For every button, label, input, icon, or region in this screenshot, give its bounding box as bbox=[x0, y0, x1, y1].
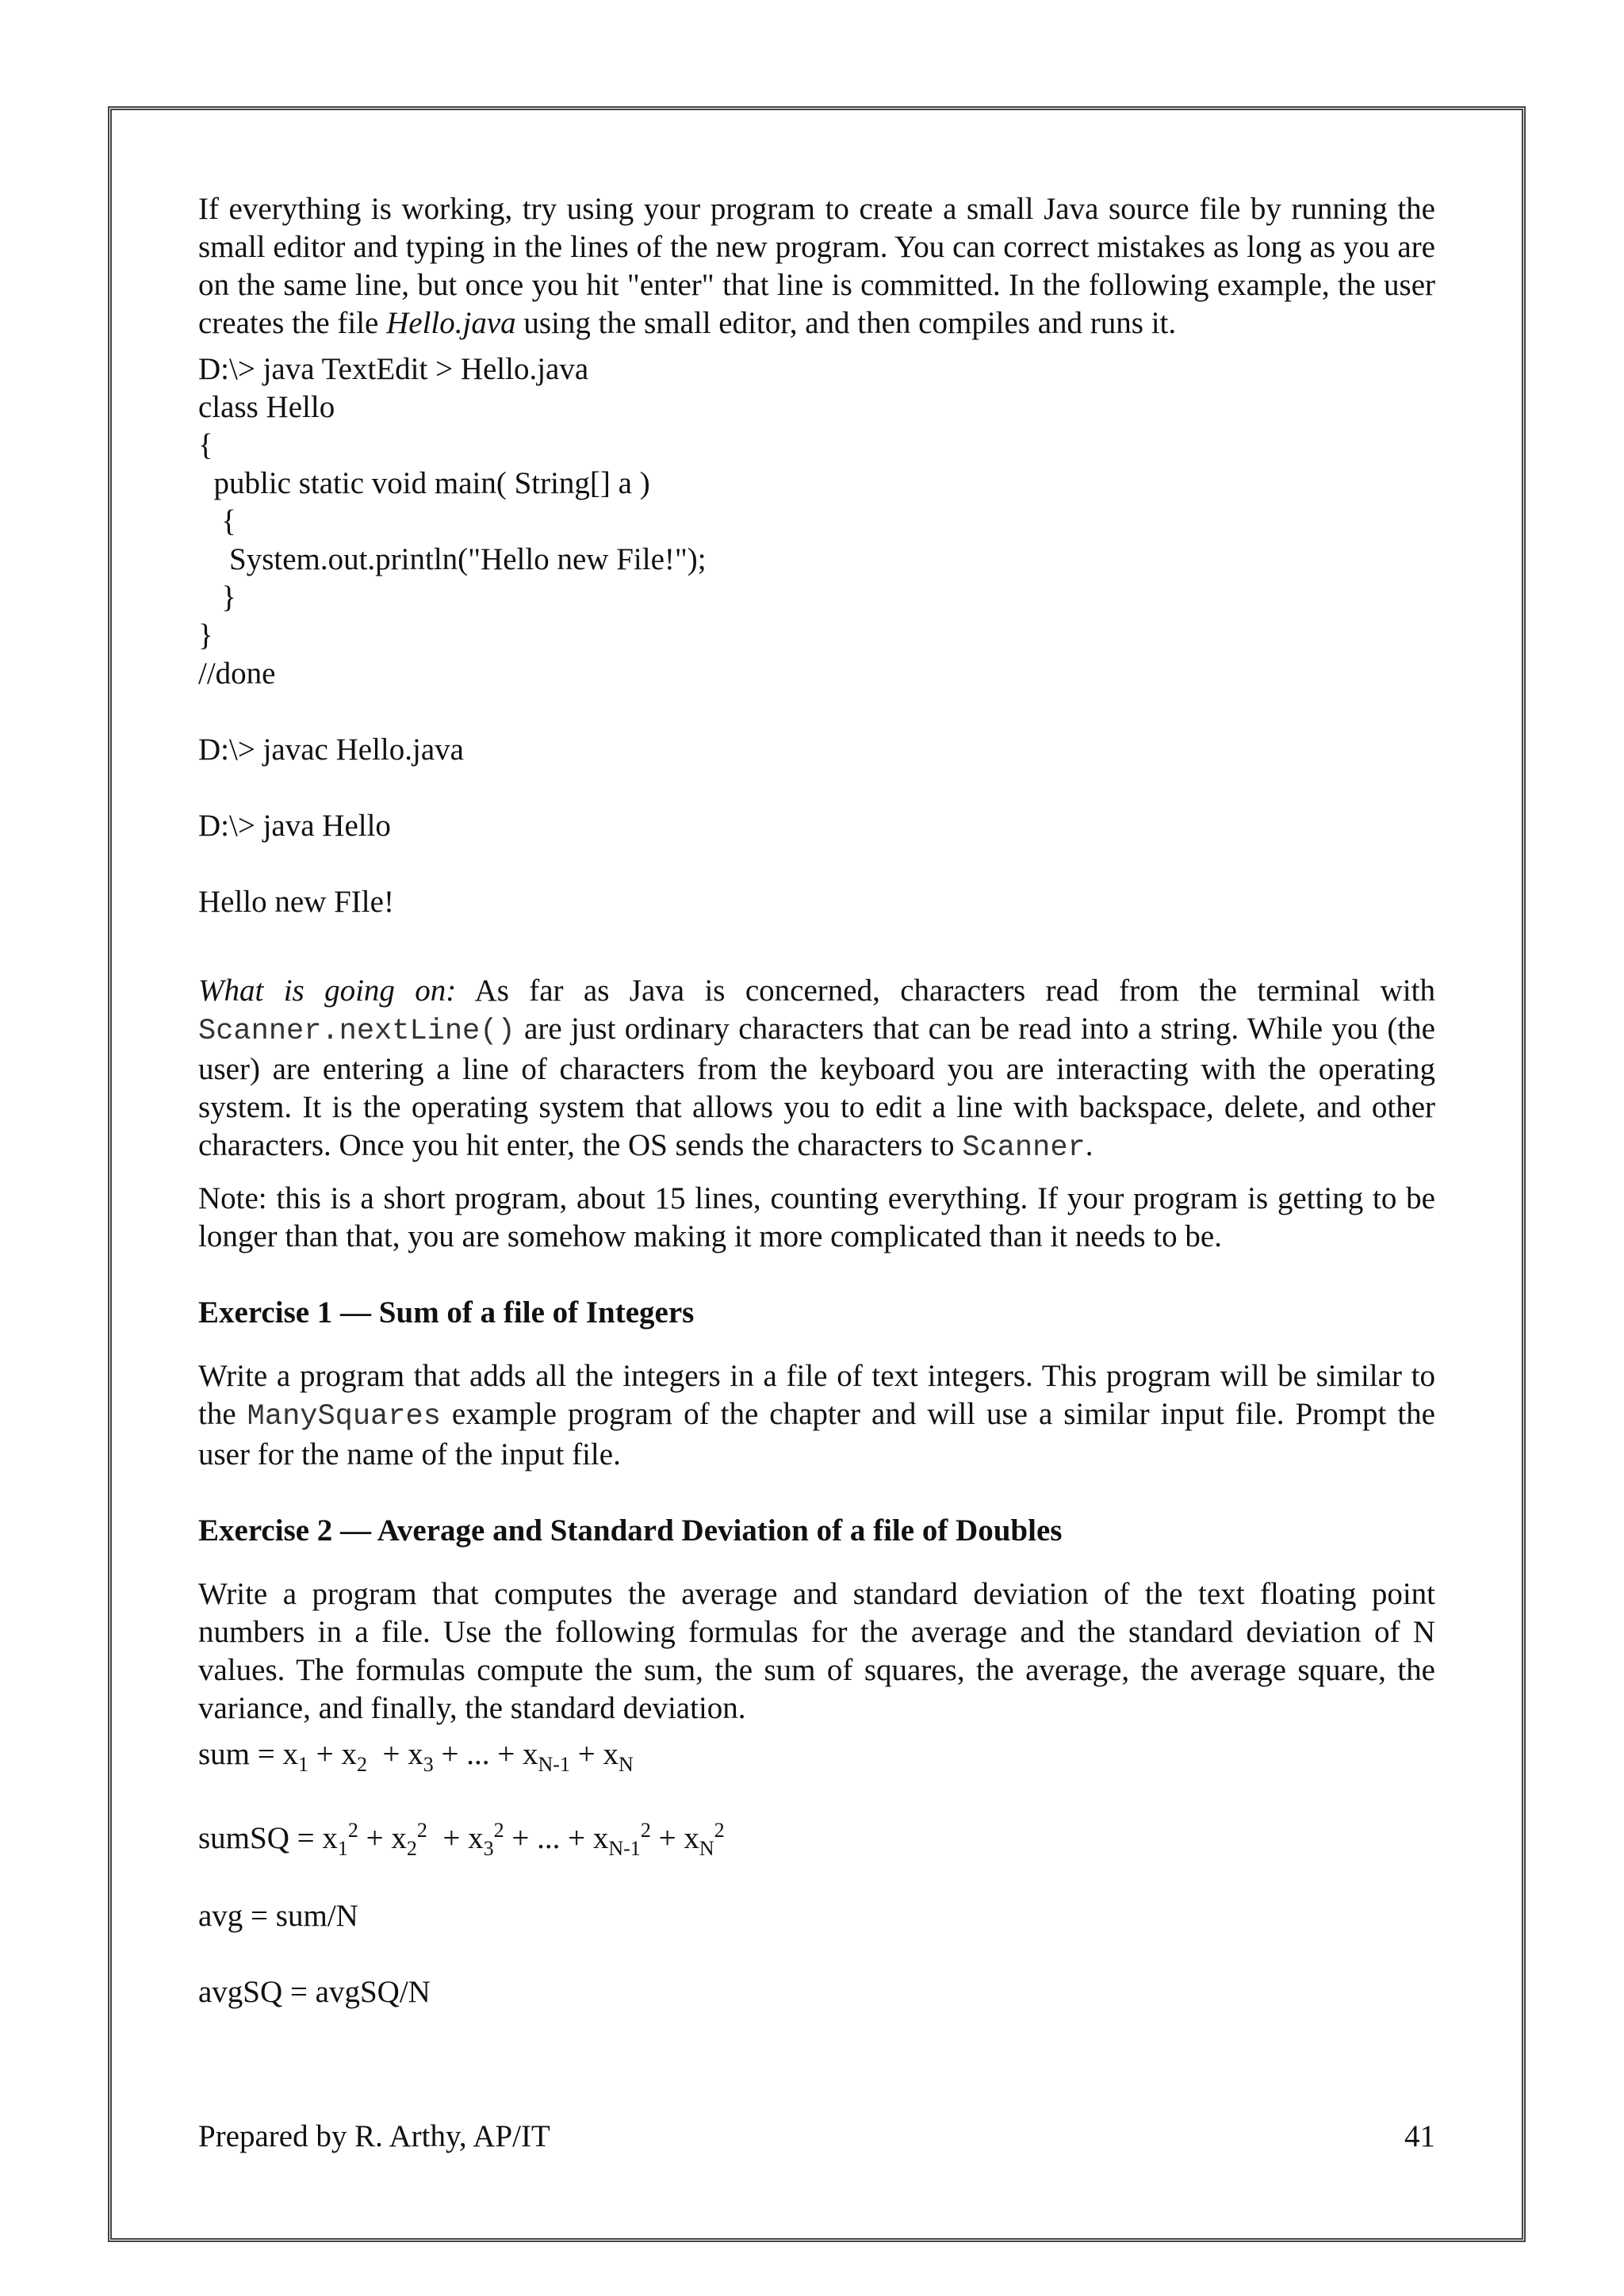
formula-text: sumSQ = x bbox=[198, 1821, 338, 1855]
run-command: D:\> java Hello bbox=[198, 809, 391, 843]
explanation-text: As far as Java is concerned, characters read from the terminal with bbox=[456, 974, 1435, 1008]
explanation-paragraph bbox=[198, 972, 1435, 1167]
formula-text: sum = x bbox=[198, 1737, 299, 1771]
inline-code: ManySquares bbox=[247, 1400, 441, 1433]
exercise-2-heading: Exercise 2 — Average and Standard Deviation of a file of Doubles bbox=[198, 1513, 1063, 1548]
superscript: 2 bbox=[416, 1819, 427, 1842]
subscript: 2 bbox=[406, 1836, 417, 1860]
program-output: Hello new FIle! bbox=[198, 885, 394, 919]
code-line: { bbox=[198, 428, 213, 462]
subscript: N bbox=[699, 1836, 714, 1860]
code-listing bbox=[198, 350, 1435, 693]
code-line: public static void main( String[] a ) bbox=[198, 466, 650, 500]
code-line: System.out.println("Hello new File!"); bbox=[198, 542, 707, 576]
footer-author: Prepared by R. Arthy, AP/IT bbox=[198, 2119, 550, 2153]
superscript: 2 bbox=[640, 1819, 651, 1842]
formula-text: x bbox=[341, 1737, 358, 1771]
formula-text: x bbox=[592, 1821, 609, 1855]
superscript: 2 bbox=[347, 1819, 358, 1842]
formula-text: + bbox=[650, 1821, 684, 1855]
formula-avgsq: avgSQ = avgSQ/N bbox=[198, 1975, 431, 2009]
formula-sumsq bbox=[198, 1820, 1435, 1858]
formula-text: + bbox=[308, 1737, 342, 1771]
formula-text: + bbox=[358, 1821, 392, 1855]
formula-avg: avg = sum/N bbox=[198, 1899, 358, 1933]
code-line: D:\> java TextEdit > Hello.java bbox=[198, 352, 589, 386]
superscript: 2 bbox=[714, 1819, 725, 1842]
formula-text: + bbox=[367, 1737, 408, 1771]
file-name: Hello.java bbox=[386, 306, 516, 340]
formula-text: x bbox=[684, 1821, 699, 1855]
intro-paragraph bbox=[198, 190, 1435, 342]
explanation-text: are just ordinary characters that can be read into a string. While you (the user) are entering a line of characters from the keyboard you are interacting with the operating system. It is the operating system that allows you to edit a line with backspace, delete, and other characters. Once you hit enter, the OS sends the characters to bbox=[198, 1012, 1435, 1162]
superscript: 2 bbox=[493, 1819, 504, 1842]
subscript: 1 bbox=[298, 1752, 309, 1776]
formula-text: + ... + bbox=[504, 1821, 593, 1855]
subscript: N-1 bbox=[538, 1752, 570, 1776]
code-line: { bbox=[198, 504, 236, 538]
subscript: N-1 bbox=[608, 1836, 641, 1860]
formula-text: x bbox=[523, 1737, 538, 1771]
compile-command: D:\> javac Hello.java bbox=[198, 733, 464, 767]
page-content bbox=[198, 190, 1435, 2011]
subscript: 1 bbox=[337, 1836, 348, 1860]
exercise-1-text bbox=[198, 1357, 1435, 1474]
formula-sum bbox=[198, 1735, 1435, 1774]
formula-text: x bbox=[391, 1821, 407, 1855]
inline-code: Scanner.nextLine() bbox=[198, 1015, 515, 1048]
explanation-text: . bbox=[1085, 1128, 1094, 1162]
formula-text: + ... + bbox=[433, 1737, 523, 1771]
formula-text: + bbox=[427, 1821, 469, 1855]
intro-text-end: using the small editor, and then compiles and runs it. bbox=[515, 306, 1177, 340]
note-paragraph: Note: this is a short program, about 15 lines, counting everything. If your program is getting to be longer than that, you are somehow making it more complicated than it needs to be. bbox=[198, 1181, 1435, 1253]
page-footer bbox=[198, 2118, 1435, 2154]
exercise-text: Write a program that adds all the integers in a file of text integers. This program will be similar to the bbox=[198, 1359, 1435, 1431]
formula-text: + bbox=[569, 1737, 603, 1771]
formula-text: x bbox=[408, 1737, 423, 1771]
subscript: 3 bbox=[423, 1752, 434, 1776]
page-number: 41 bbox=[1404, 2119, 1435, 2153]
code-line: class Hello bbox=[198, 390, 335, 424]
formula-text: x bbox=[603, 1737, 619, 1771]
subscript: 2 bbox=[357, 1752, 368, 1776]
exercise-text: example program of the chapter and will use a similar input file. Prompt the user for the name of the input file. bbox=[198, 1397, 1435, 1471]
exercise-1-heading: Exercise 1 — Sum of a file of Integers bbox=[198, 1295, 695, 1330]
formula-text: x bbox=[468, 1821, 484, 1855]
subscript: N bbox=[618, 1752, 634, 1776]
exercise-2-text: Write a program that computes the average and standard deviation of the text floating point numbers in a file. Use the following formulas for the average and the standard deviation of N values. The formulas compute the sum, the sum of squares, the average, the average square, the variance, and finally, the standard deviation. bbox=[198, 1577, 1435, 1725]
code-line: } bbox=[198, 618, 213, 652]
subscript: 3 bbox=[483, 1836, 494, 1860]
intro-text: If everything is working, try using your program to create a small Java source file by running the small editor and typing in the lines of the new program. You can correct mistakes as long as you are on the same line, but once you hit "enter" that line is committed. In the following example, the user creates the file bbox=[198, 192, 1435, 340]
inline-code: Scanner bbox=[962, 1131, 1086, 1165]
explanation-lead: What is going on: bbox=[198, 974, 457, 1008]
code-line: //done bbox=[198, 656, 276, 691]
code-line: } bbox=[198, 580, 236, 614]
